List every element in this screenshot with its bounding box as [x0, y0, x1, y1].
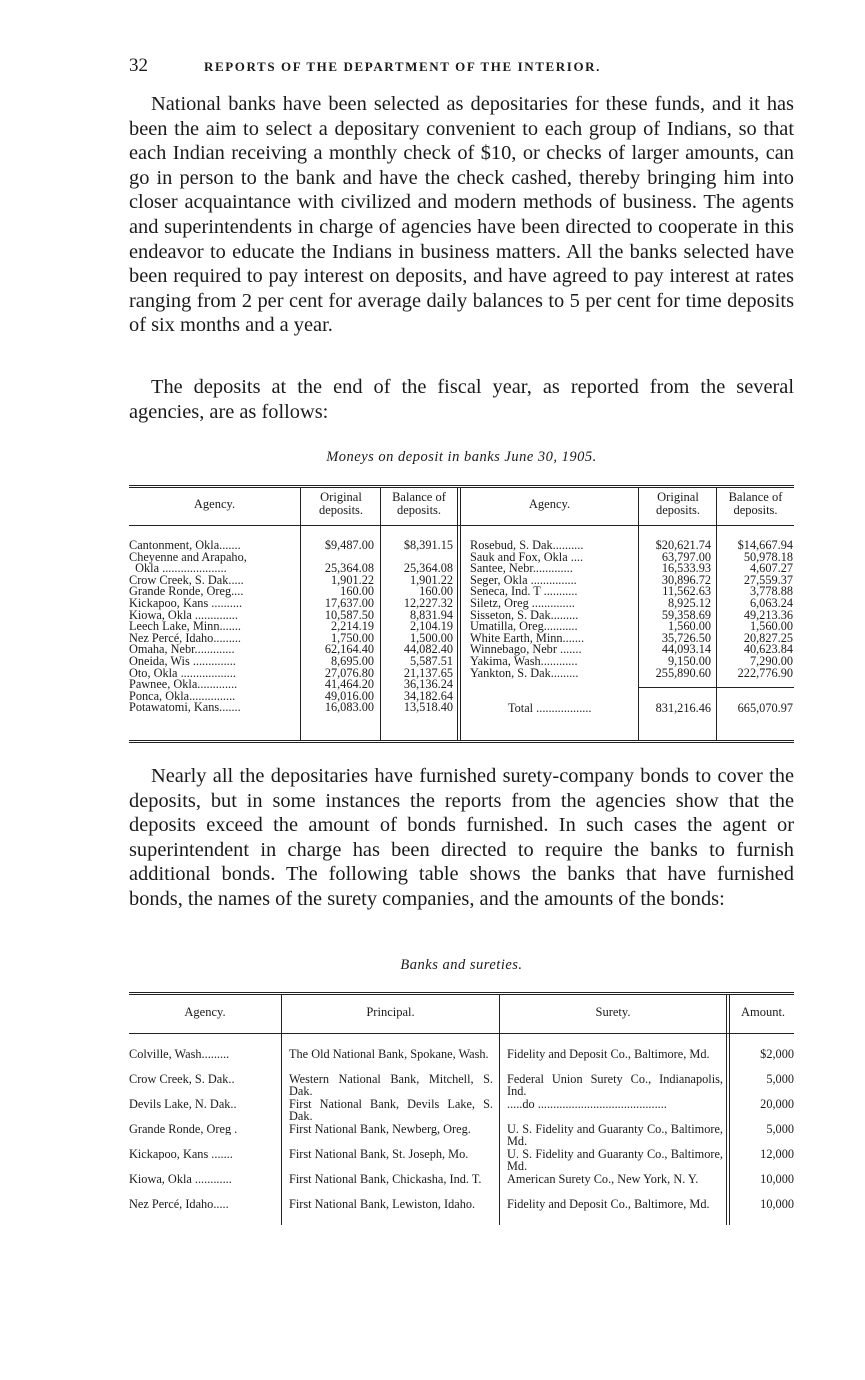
bond-principal: First National Bank, St. Joseph, Mo. — [289, 1147, 469, 1161]
header-agency-right: Agency. — [528, 497, 571, 511]
column-divider — [281, 995, 282, 1225]
total-balance: 665,070.97 — [737, 701, 793, 715]
bond-surety: U. S. Fidelity and Guaranty Co., Baltimore, Md. — [507, 1147, 723, 1173]
bond-surety: Fidelity and Deposit Co., Baltimore, Md. — [507, 1047, 710, 1061]
paragraph-deposits-intro: The deposits at the end of the fiscal year, as reported from the several agencies, are as follows: — [129, 376, 794, 423]
table-top-rule — [129, 992, 794, 995]
bond-amount: 10,000 — [760, 1172, 794, 1186]
column-divider-double — [726, 995, 730, 1225]
bond-surety: .....do .......................................... — [507, 1098, 667, 1110]
bond-agency: Crow Creek, S. Dak.. — [129, 1073, 235, 1085]
header-surety: Surety. — [595, 1005, 631, 1019]
bond-amount: 12,000 — [760, 1147, 794, 1161]
deposits-table-caption: Moneys on deposit in banks June 30, 1905. — [326, 449, 597, 465]
bond-principal: First National Bank, Chickasha, Ind. T. — [289, 1172, 482, 1186]
header-original-left: Original deposits. — [318, 490, 364, 517]
column-divider — [499, 995, 500, 1225]
table-header-rule — [129, 1033, 794, 1034]
left-original-column: $9,487.00 25,364.08 1,901.22 160.00 17,637.00 10,587.50 2,214.19 1,750.00 62,164.40 8,695.00 27,076.80 41,464.20 49,016.00 16,083.00 — [324, 538, 374, 715]
total-original: 831,216.46 — [655, 701, 711, 715]
header-balance-right: Balance of deposits. — [728, 490, 783, 517]
header-balance-left: Balance of deposits. — [392, 490, 446, 517]
bond-surety: Federal Union Surety Co., Indianapolis, Ind. — [507, 1072, 723, 1098]
bond-amount: 5,000 — [766, 1122, 794, 1136]
bond-principal: The Old National Bank, Spokane, Wash. — [289, 1047, 489, 1061]
bond-agency: Kiowa, Okla ............ — [129, 1173, 232, 1185]
bond-principal: First National Bank, Devils Lake, S. Dak. — [289, 1097, 493, 1123]
page-header — [129, 55, 794, 77]
total-rule — [638, 687, 794, 688]
header-original-right: Original deposits. — [655, 490, 701, 517]
header-agency: Agency. — [184, 1005, 226, 1019]
header-amount: Amount. — [740, 1005, 786, 1019]
paragraph-surety-bonds: Nearly all the depositaries have furnished surety-company bonds to cover the deposits, but in some instances the reports from the agencies show that the deposits exceed the amount of bonds furnished. In such cases the agent or superintendent in charge has been directed to require the banks to furnish additional bonds. The following table shows the banks that have furnished bonds, the names of the surety companies, and the amounts of the bonds: — [129, 765, 794, 910]
left-balance-column: $8,391.15 25,364.08 1,901.22 160.00 12,227.32 8,831.94 2,104.19 1,500.00 44,082.40 5,587.51 21,137.65 36,136.24 34,182.64 13,518.40 — [403, 538, 453, 715]
right-agency-column: Rosebud, S. Dak.......... Sauk and Fox, Okla .... Santee, Nebr............. Seger, Okla ............... Seneca, Ind. T ........... Siletz, Oreg .............. Sisseton, S. Dak......... Umatilla, Oreg........... White Earth, Minn....... Winnebago, Nebr ....... Yakima, Wash............ Yankton, S. Dak......... — [470, 538, 585, 680]
bond-agency: Kickapoo, Kans ....... — [129, 1148, 233, 1160]
bonds-table-caption: Banks and sureties. — [400, 957, 523, 973]
column-divider-double — [457, 488, 461, 740]
bond-agency: Grande Ronde, Oreg . — [129, 1123, 238, 1135]
table-bottom-rule — [129, 740, 794, 743]
table-header-rule — [129, 525, 794, 526]
page-number: 32 — [129, 55, 148, 76]
header-agency-left: Agency. — [193, 497, 236, 511]
bond-surety: U. S. Fidelity and Guaranty Co., Baltimore, Md. — [507, 1122, 723, 1148]
bond-principal: First National Bank, Lewiston, Idaho. — [289, 1197, 476, 1211]
bond-principal: First National Bank, Newberg, Oreg. — [289, 1122, 471, 1136]
bond-surety: American Surety Co., New York, N. Y. — [507, 1172, 699, 1186]
bond-agency: Colville, Wash......... — [129, 1048, 230, 1060]
table-top-rule — [129, 485, 794, 488]
bond-amount: 5,000 — [766, 1072, 794, 1086]
total-label: Total .................. — [508, 701, 592, 715]
bond-agency: Devils Lake, N. Dak.. — [129, 1098, 237, 1110]
right-original-column: $20,621.74 63,797.00 16,533.93 30,896.72 11,562.63 8,925.12 59,358.69 1,560.00 35,726.50 44,093.14 9,150.00 255,890.60 — [655, 538, 711, 680]
left-agency-column: Cantonment, Okla....... Cheyenne and Arapaho, Okla ..................... Crow Creek, S. Dak..... Grande Ronde, Oreg.... Kickapoo, Kans .......... Kiowa, Okla .............. Leech Lake, Minn....... Nez Percé, Idaho......... Omaha, Nebr............. Oneida, Wis .............. Oto, Okla .................. Pawnee, Okla............. Ponca, Okla............... Potawatomi, Kans....... — [129, 538, 247, 715]
bond-surety: Fidelity and Deposit Co., Baltimore, Md. — [507, 1197, 710, 1211]
header-principal: Principal. — [366, 1005, 415, 1019]
bond-principal: Western National Bank, Mitchell, S. Dak. — [289, 1072, 493, 1098]
right-balance-column: $14,667.94 50,978.18 4,607.27 27,559.37 3,778.88 6,063.24 49,213.36 1,560.00 20,827.25 40,623.84 7,290.00 222,776.90 — [737, 538, 793, 680]
bond-amount: 20,000 — [760, 1097, 794, 1111]
paragraph-depositaries: National banks have been selected as depositaries for these funds, and it has been the aim to select a depositary convenient to each group of Indians, so that each Indian receiving a monthly check of $10, or checks of larger amounts, can go in person to the bank and have the check cashed, thereby bringing him into closer acquaintance with civilized and modern methods of business. The agents and superintendents in charge of agencies have been directed to cooperate in this endeavor to educate the Indians in business matters. All the banks selected have been required to pay interest on deposits, and have agreed to pay interest at rates ranging from 2 per cent for average daily balances to 5 per cent for time deposits of six months and a year. — [129, 93, 794, 337]
bond-agency: Nez Percé, Idaho..... — [129, 1198, 229, 1210]
bond-amount: 10,000 — [760, 1197, 794, 1211]
running-title: REPORTS OF THE DEPARTMENT OF THE INTERIOR. — [204, 59, 601, 74]
bond-amount: $2,000 — [760, 1047, 794, 1061]
